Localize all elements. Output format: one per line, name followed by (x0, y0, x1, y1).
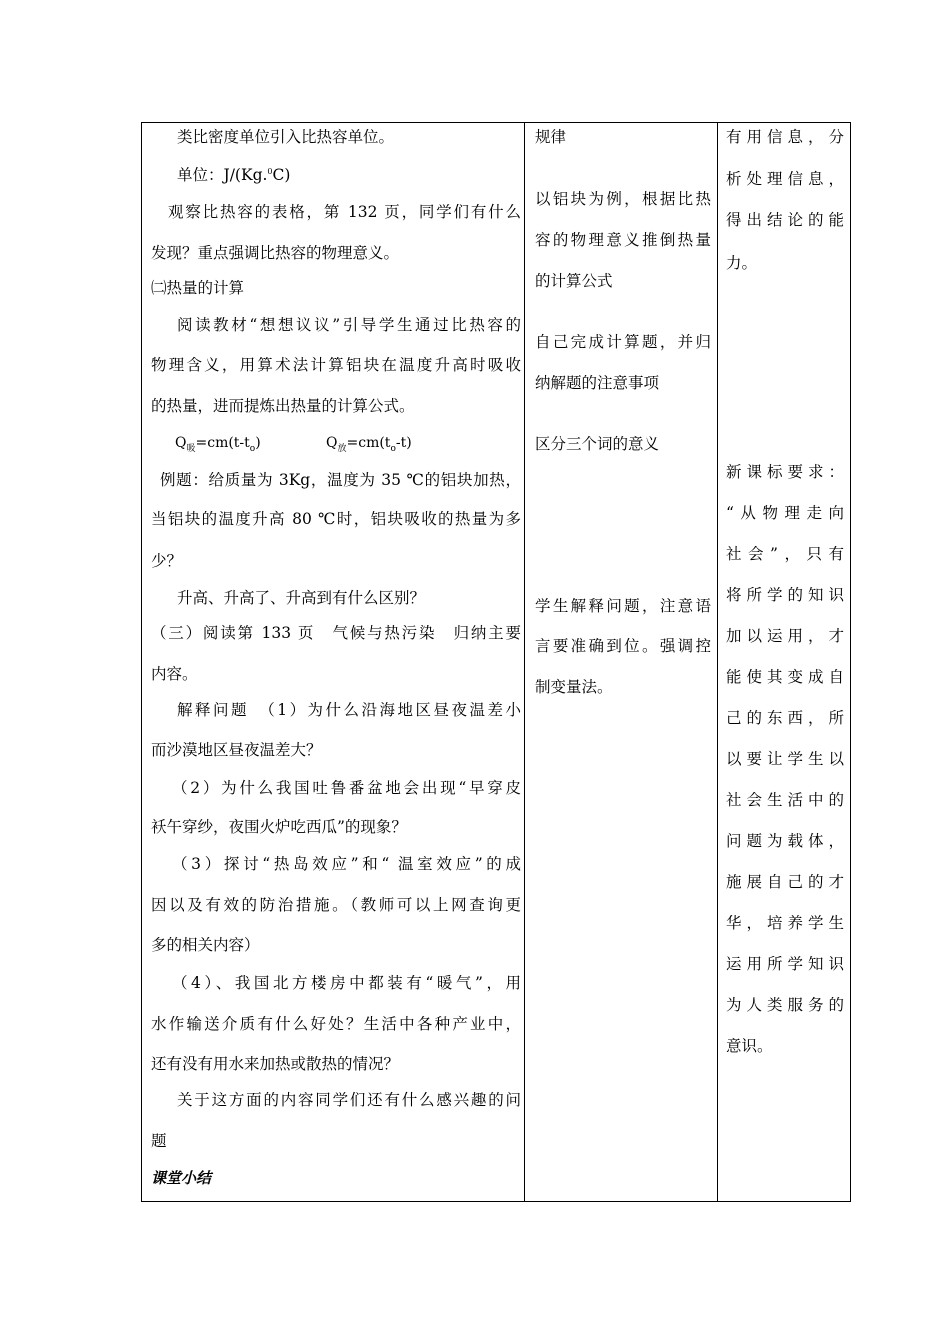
text-line: 制变量法。 (535, 678, 613, 696)
text-line: 关于这方面的内容同学们还有什么感兴趣的问 (177, 1091, 521, 1109)
text-line: 规律 (535, 128, 567, 146)
text-line: 类比密度单位引入比热容单位。 (177, 128, 395, 146)
text-line: 施展自己的才 (726, 873, 844, 891)
text-line: （2）为什么我国吐鲁番盆地会出现“早穿皮 (172, 779, 521, 797)
column-divider (524, 123, 525, 1201)
example-line: 例题：给质量为 3Kg，温度为 35 ℃的铝块加热， (160, 471, 521, 489)
text-line: 问题为载体， (726, 832, 844, 850)
text-line: 水作输送介质有什么好处？生活中各种产业中， (151, 1015, 521, 1033)
text-line: 容的物理意义推倒热量 (535, 231, 711, 249)
text-line: 解释问题 （1）为什么沿海地区昼夜温差小 (177, 701, 521, 719)
text-line: 学生解释问题，注意语 (535, 597, 711, 615)
text-line: 物理含义，用算术法计算铝块在温度升高时吸收 (151, 356, 521, 374)
text-line: 将所学的知识 (726, 586, 844, 604)
unit-line: 单位：J/(Kg.$^0$C) (177, 166, 291, 184)
text-line: 题 (151, 1132, 167, 1150)
column-divider (717, 123, 718, 1201)
text-line: 的计算公式 (535, 272, 613, 290)
text-line: 升高、升高了、升高到有什么区别？ (177, 589, 426, 607)
text-line: 加以运用，才 (726, 627, 844, 645)
text-line: 以铝块为例，根据比热 (535, 190, 711, 208)
text-line: （3）探讨“热岛效应”和“ 温室效应”的成 (172, 855, 521, 873)
text-line: 当铝块的温度升高 80 ℃时，铝块吸收的热量为多 (151, 510, 521, 528)
text-line: 观察比热容的表格，第 132 页，同学们有什么 (168, 203, 521, 221)
text-line: 以要让学生以 (726, 750, 844, 768)
text-line: 阅读教材“想想议议”引导学生通过比热容的 (177, 316, 521, 334)
text-line: 能使其变成自 (726, 668, 844, 686)
text-line: 袄午穿纱，夜围火炉吃西瓜”的现象？ (151, 818, 407, 836)
text-line: 多的相关内容） (151, 936, 260, 954)
text-line: 的热量，进而提炼出热量的计算公式。 (151, 397, 415, 415)
text-line: 意识。 (726, 1037, 773, 1055)
section-heading: ㈡热量的计算 (151, 279, 245, 297)
text-line: 己的东西，所 (726, 709, 844, 727)
text-line: 华，培养学生 (726, 914, 844, 932)
text-line: 力。 (726, 254, 758, 272)
text-line: 因以及有效的防治措施。（教师可以上网查询更 (151, 896, 521, 914)
text-line: 自己完成计算题，并归 (535, 333, 711, 351)
text-line: 运用所学知识 (726, 955, 844, 973)
class-summary-heading: 课堂小结 (151, 1169, 212, 1187)
text-line: 纳解题的注意事项 (535, 374, 660, 392)
text-line: “从物理走向 (726, 504, 844, 522)
text-line: 而沙漠地区昼夜温差大？ (151, 741, 322, 759)
text-line: 析处理信息， (726, 170, 844, 188)
text-line: 得出结论的能 (726, 211, 844, 229)
text-line: 有用信息，分 (726, 128, 844, 146)
text-line: 社会生活中的 (726, 791, 844, 809)
formula-absorb: $Q_吸=cm(t-t_o)$ (175, 435, 261, 454)
text-line: 少？ (151, 552, 183, 570)
formula-release: $Q_放=cm(t_o-t)$ (326, 435, 412, 454)
text-line: 新课标要求： (726, 463, 844, 481)
text-line: 社会”，只有 (726, 545, 844, 563)
text-line: 区分三个词的意义 (535, 435, 660, 453)
section-heading: （三）阅读第 133 页 气候与热污染 归纳主要 (151, 624, 521, 642)
text-line: 还有没有用水来加热或散热的情况？ (151, 1055, 400, 1073)
text-line: （4）、我国北方楼房中都装有“暖气”，用 (172, 974, 521, 992)
lesson-table (141, 122, 851, 1202)
text-line: 发现？重点强调比热容的物理意义。 (151, 244, 400, 262)
text-line: 内容。 (151, 665, 198, 683)
text-line: 为人类服务的 (726, 996, 844, 1014)
text-line: 言要准确到位。强调控 (535, 637, 711, 655)
